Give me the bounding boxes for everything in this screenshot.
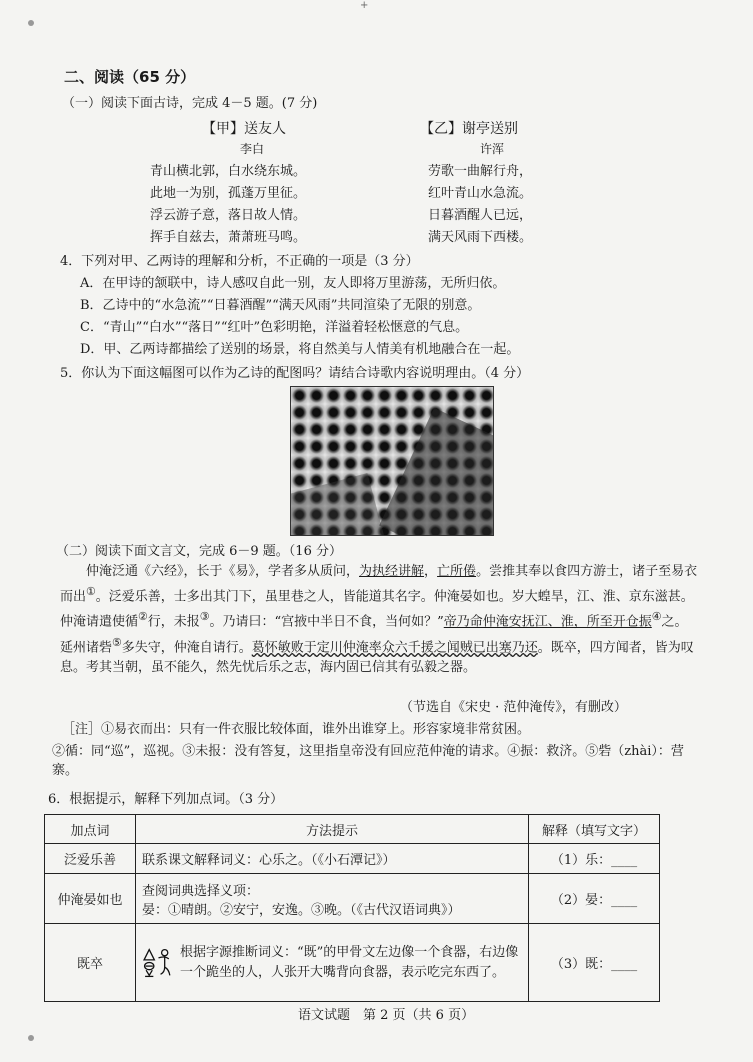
table-cell-hint bbox=[136, 874, 529, 924]
top-mark: + bbox=[360, 0, 369, 11]
passage-text: 仲淹晏如也。岁大蝗旱，江、淮、京东滋甚。仲淹请遣使循 bbox=[60, 589, 694, 630]
poem-b-line: 满天风雨下西楼。 bbox=[428, 230, 533, 245]
answer-blank[interactable]: （2）晏：____ bbox=[529, 874, 660, 924]
passage-text: 仲淹泛通《六经》，长于《易》，学者多从质问， bbox=[86, 564, 360, 579]
passage-text: 。乃请曰：“宫掖中半日不食，当何如？” bbox=[209, 614, 444, 630]
poem-a-title: 【甲】送友人 bbox=[202, 121, 286, 137]
table-cell-word: 仲淹晏如也 bbox=[45, 874, 136, 924]
footnote-marker: ① bbox=[86, 585, 96, 598]
poem-b-line: 日暮酒醒人已远， bbox=[428, 208, 533, 223]
hint-line: 查阅词典选择义项： bbox=[142, 883, 260, 899]
wavy-underlined-sentence: 葛怀敏败于定川仲淹率众六千援之闻贼已出塞乃还 bbox=[251, 639, 538, 655]
table-row bbox=[45, 874, 660, 924]
q6-stem: 6．根据提示，解释下列加点词。（3 分） bbox=[48, 792, 284, 807]
q4-option-a: A．在甲诗的颔联中，诗人感叹自此一别，友人即将万里游荡，无所归依。 bbox=[80, 276, 506, 291]
passage-text: 。尝推其奉以食四方游士，诸子至易衣而出 bbox=[60, 564, 698, 605]
poem-b-line: 红叶青山水急流。 bbox=[428, 186, 533, 201]
table-header-row bbox=[45, 815, 660, 844]
underlined-phrase: 为执经讲解 bbox=[359, 564, 425, 579]
underlined-phrase: 亡所倦 bbox=[437, 564, 477, 579]
table-cell-word: 泛爱乐善 bbox=[45, 844, 136, 874]
table-cell-word: 既卒 bbox=[45, 924, 136, 1002]
table-header: 方法提示 bbox=[136, 815, 529, 844]
poem-b-line: 劳歌一曲解行舟， bbox=[428, 164, 533, 179]
passage-text: ， bbox=[424, 564, 438, 579]
table-cell-hint bbox=[136, 924, 529, 1002]
passage-text: 行，未报 bbox=[147, 614, 200, 630]
part1-heading: （一）阅读下面古诗，完成 4－5 题。(7 分) bbox=[62, 96, 318, 111]
passage-text: 。既卒，四方闻者，皆为叹息。考其当朝，虽不能久，然先忧后乐之志，海内固已信其有弘毅之器。 bbox=[60, 639, 694, 675]
poem-b-title: 【乙】谢亭送别 bbox=[420, 121, 518, 137]
q4-option-c: C．“青山”“白水”“落日”“红叶”色彩明艳，洋溢着轻松惬意的气息。 bbox=[80, 320, 469, 335]
binding-hole-icon bbox=[28, 1035, 34, 1041]
footnote-marker: ⑤ bbox=[112, 635, 122, 649]
footnote-2: ②循：同“巡”，巡视。③未报：没有答复，这里指皇帝没有回应范仲淹的请求。④振：救济。⑤砦（zhài）：营寨。 bbox=[52, 744, 684, 778]
underlined-phrase: 帝乃命仲淹安抚江、淮，所至开仓振 bbox=[443, 614, 652, 630]
page-footer: 语文试题 第 2 页（共 6 页） bbox=[298, 1008, 475, 1023]
q6-table bbox=[44, 814, 660, 1002]
q4-option-d: D．甲、乙两诗都描绘了送别的场景，将自然美与人情美有机地融合在一起。 bbox=[80, 342, 520, 357]
passage-text: 多失守，仲淹自请行。 bbox=[121, 639, 252, 655]
answer-blank[interactable]: （3）既：____ bbox=[529, 924, 660, 1002]
footnote-marker: ③ bbox=[199, 610, 210, 624]
classical-passage bbox=[60, 562, 700, 678]
halftone-photo bbox=[290, 386, 494, 536]
poem-a-author: 李白 bbox=[240, 142, 265, 156]
oracle-bone-glyph-icon bbox=[142, 931, 174, 995]
poem-a-line: 此地一为别，孤蓬万里征。 bbox=[150, 186, 307, 201]
table-cell-hint: 联系课文解释词义：心乐之。（《小石潭记》） bbox=[136, 844, 529, 874]
poem-a-line: 挥手自兹去，萧萧班马鸣。 bbox=[150, 230, 307, 245]
poem-a-line: 青山横北郭，白水绕东城。 bbox=[150, 164, 307, 179]
passage-source: （节选自《宋史 · 范仲淹传》，有删改） bbox=[400, 700, 627, 715]
poem-a-line: 浮云游子意，落日故人情。 bbox=[150, 208, 307, 223]
poem-b-author: 许浑 bbox=[480, 142, 505, 156]
answer-blank[interactable]: （1）乐：____ bbox=[529, 844, 660, 874]
passage-text: 。泛爱乐善，士多出其门下，虽里巷之人，皆能道其名字。 bbox=[95, 589, 434, 605]
q4-stem: 4．下列对甲、乙两诗的理解和分析，不正确的一项是（3 分） bbox=[60, 254, 419, 269]
table-header: 加点词 bbox=[45, 815, 136, 844]
passage-text: 之。延州诸砦 bbox=[60, 614, 688, 655]
hint-text: 根据字源推断词义：“既”的甲骨文左边像一个食器，右边像一个跪坐的人，人张开大嘴背向食器，表示吃完东西了。 bbox=[179, 944, 519, 980]
footnote-1: ［注］①易衣而出：只有一件衣服比较体面，谁外出谁穿上。形容家境非常贫困。 bbox=[62, 722, 531, 737]
table-row bbox=[45, 844, 660, 874]
table-row bbox=[45, 924, 660, 1002]
part2-heading: （二）阅读下面文言文，完成 6－9 题。（16 分） bbox=[56, 544, 342, 559]
footnote-marker: ② bbox=[138, 610, 148, 624]
table-header: 解释（填写文字） bbox=[529, 815, 660, 844]
section-title: 二、阅读（65 分） bbox=[64, 68, 196, 86]
q4-option-b: B．乙诗中的“水急流”“日暮酒醒”“满天风雨”共同渲染了无限的别意。 bbox=[80, 298, 481, 313]
footnote-marker: ④ bbox=[651, 610, 662, 624]
q5-stem: 5．你认为下面这幅图可以作为乙诗的配图吗？请结合诗歌内容说明理由。（4 分） bbox=[60, 366, 530, 381]
hint-line: 晏：①晴朗。②安宁，安逸。③晚。（《古代汉语词典》） bbox=[142, 902, 461, 918]
binding-hole-icon bbox=[28, 20, 34, 26]
